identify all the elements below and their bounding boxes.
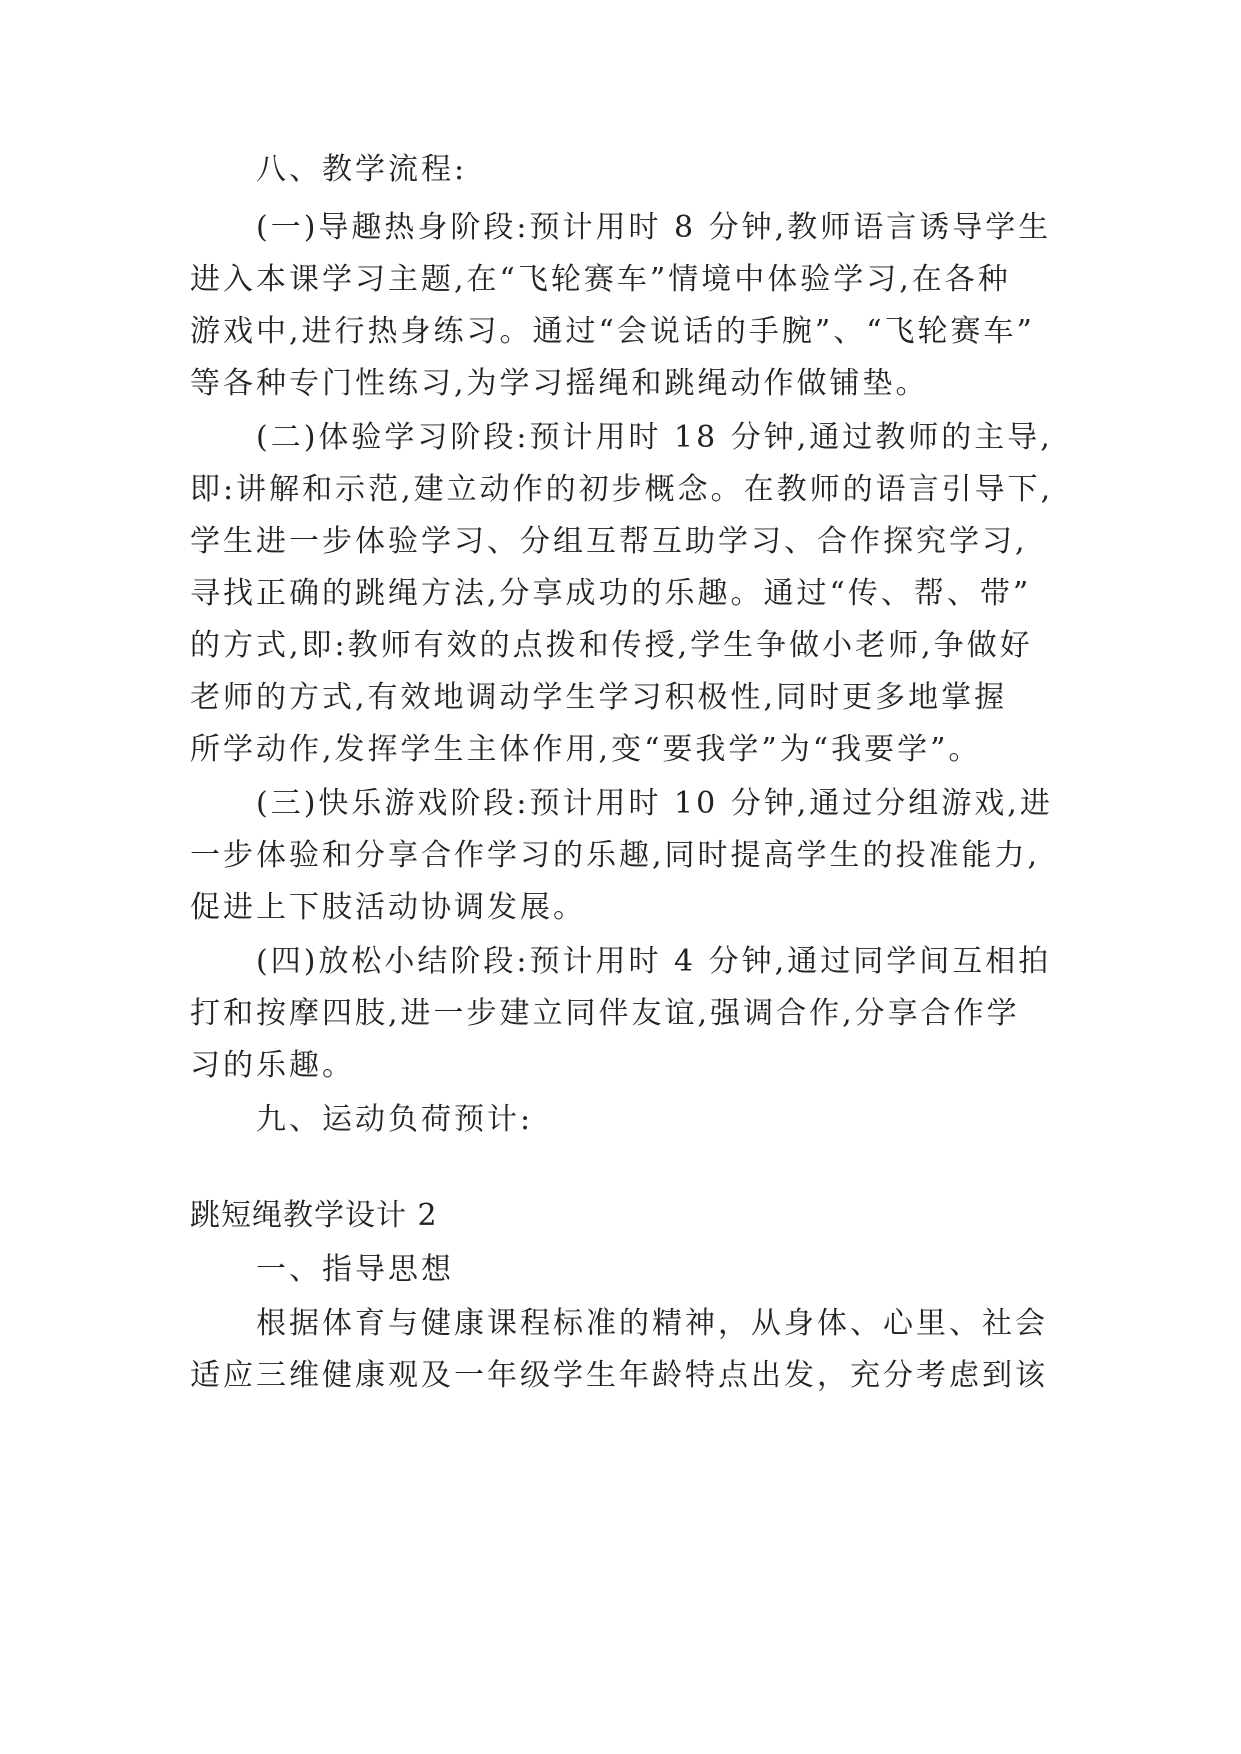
paragraph-line: 寻找正确的跳绳方法,分享成功的乐趣。通过“传、帮、带” [190,576,1032,611]
paragraph-line: 一步体验和分享合作学习的乐趣,同时提高学生的投准能力, [190,838,1041,873]
paragraph-line: 适应三维健康观及一年级学生年龄特点出发，充分考虑到该 [190,1358,1048,1393]
paragraph-line: 即:讲解和示范,建立动作的初步概念。在教师的语言引导下, [190,472,1054,507]
paragraph-line: 进入本课学习主题,在“飞轮赛车”情境中体验学习,在各种 [190,262,1011,297]
paragraph-line: 根据体育与健康课程标准的精神，从身体、心里、社会 [256,1306,1048,1341]
paragraph-line: 的方式,即:教师有效的点拨和传授,学生争做小老师,争做好 [190,628,1033,663]
paragraph-line: (一)导趣热身阶段:预计用时 8 分钟,教师语言诱导学生 [256,210,1052,245]
paragraph-line: 等各种专门性练习,为学习摇绳和跳绳动作做铺垫。 [190,366,929,401]
paragraph-line: (三)快乐游戏阶段:预计用时 10 分钟,通过分组游戏,进 [256,786,1053,821]
section-heading-teaching-process: 八、教学流程: [256,152,468,187]
paragraph-line: 习的乐趣。 [190,1048,355,1083]
paragraph-line: 老师的方式,有效地调动学生学习积极性,同时更多地掌握 [190,680,1008,715]
paragraph-line: 促进上下肢活动协调发展。 [190,890,586,925]
paragraph-line: (四)放松小结阶段:预计用时 4 分钟,通过同学间互相拍 [256,944,1052,979]
paragraph-line: 打和按摩四肢,进一步建立同伴友谊,强调合作,分享合作学 [190,996,1020,1031]
paragraph-line: 所学动作,发挥学生主体作用,变“要我学”为“我要学”。 [190,732,982,767]
section-heading-guiding-ideology: 一、指导思想 [256,1252,454,1287]
paragraph-line: 学生进一步体验学习、分组互帮互助学习、合作探究学习, [190,524,1028,559]
paragraph-line: (二)体验学习阶段:预计用时 18 分钟,通过教师的主导, [256,420,1053,455]
section-heading-exercise-load: 九、运动负荷预计: [256,1102,534,1137]
paragraph-line: 游戏中,进行热身练习。通过“会说话的手腕”、“飞轮赛车” [190,314,1035,349]
document-title: 跳短绳教学设计 2 [190,1198,438,1233]
